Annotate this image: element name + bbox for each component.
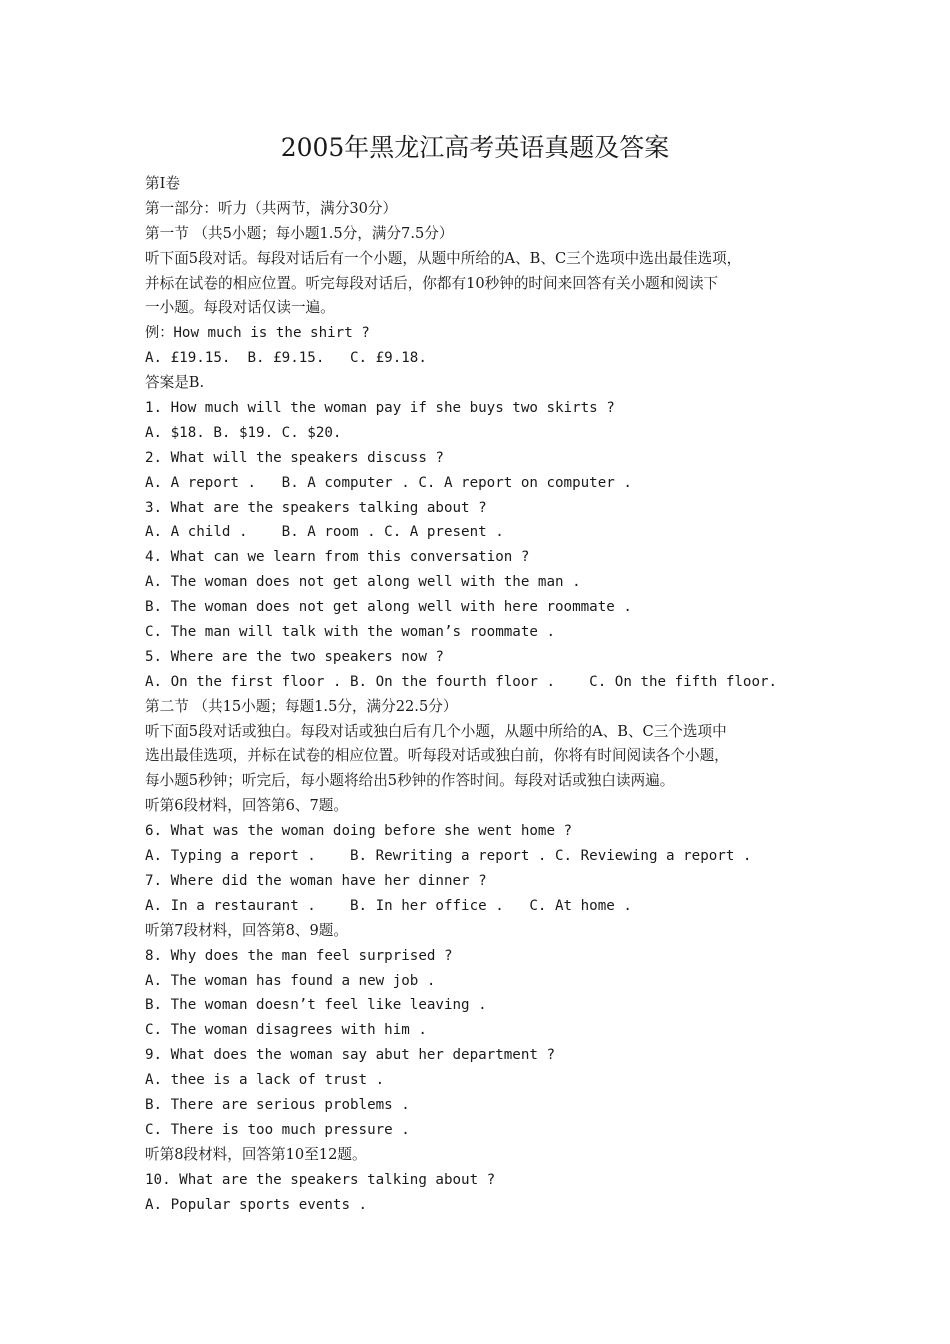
text-line: A. The woman has found a new job .: [145, 972, 436, 989]
text-line: C. There is too much pressure .: [145, 1121, 410, 1138]
text-line: 6. What was the woman doing before she went home ?: [145, 823, 573, 840]
text-line: A. A child . B. A room . C. A present .: [145, 524, 504, 541]
text-line: 第一部分：听力（共两节，满分30分）: [145, 199, 398, 217]
text-line: C. The man will talk with the woman’s roommate .: [145, 624, 555, 641]
text-line: A. £19.15. B. £9.15. C. £9.18.: [145, 350, 427, 367]
text-line: 9. What does the woman say abut her department ?: [145, 1047, 555, 1064]
text-line: B. The woman does not get along well with here roommate .: [145, 599, 632, 616]
text-line: 第一节 （共5小题；每小题1.5分，满分7.5分）: [145, 224, 454, 242]
text-line: 答案是B.: [145, 374, 205, 392]
text-line: 8. Why does the man feel surprised ?: [145, 947, 453, 964]
text-line: 3. What are the speakers talking about ?: [145, 499, 487, 516]
text-line: 每小题5秒钟；听完后，每小题将给出5秒钟的作答时间。每段对话或独白读两遍。: [145, 772, 675, 790]
text-line: A. In a restaurant . B. In her office . C. At home .: [145, 897, 632, 914]
text-line: 听下面5段对话或独白。每段对话或独白后有几个小题，从题中所给的A、B、C三个选项中: [145, 722, 727, 740]
text-line: 1. How much will the woman pay if she buys two skirts ?: [145, 400, 615, 417]
text-line: A. $18. B. $19. C. $20.: [145, 424, 342, 441]
text-line: B. The woman doesn’t feel like leaving .: [145, 997, 487, 1014]
text-line: A. thee is a lack of trust .: [145, 1072, 385, 1089]
document-body: [145, 172, 825, 1217]
text-line: 第I卷: [145, 175, 180, 192]
text-line: 选出最佳选项，并标在试卷的相应位置。听每段对话或独白前，你将有时间阅读各个小题，: [145, 747, 729, 765]
text-line: C. The woman disagrees with him .: [145, 1022, 427, 1039]
text-line: 一小题。每段对话仅读一遍。: [145, 299, 335, 317]
text-line: A. The woman does not get along well with the man .: [145, 574, 581, 591]
text-line: 听第6段材料，回答第6、7题。: [145, 797, 348, 815]
text-line: A. Popular sports events .: [145, 1196, 368, 1213]
text-line: A. On the first floor . B. On the fourth floor . C. On the fifth floor.: [145, 673, 778, 690]
text-line: 并标在试卷的相应位置。听完每段对话后，你都有10秒钟的时间来回答有关小题和阅读下: [145, 274, 719, 292]
text-line: B. There are serious problems .: [145, 1096, 410, 1113]
text-line: 7. Where did the woman have her dinner ?: [145, 872, 487, 889]
text-line: 听第8段材料，回答第10至12题。: [145, 1145, 367, 1163]
text-line: 2. What will the speakers discuss ?: [145, 449, 444, 466]
text-line: 例：How much is the shirt ?: [145, 325, 370, 342]
text-line: 听第7段材料，回答第8、9题。: [145, 921, 348, 939]
text-line: 第二节 （共15小题；每题1.5分，满分22.5分）: [145, 697, 458, 715]
text-line: 听下面5段对话。每段对话后有一个小题，从题中所给的A、B、C三个选项中选出最佳选项，: [145, 249, 742, 267]
document-title: 2005年黑龙江高考英语真题及答案: [280, 133, 670, 162]
text-line: 5. Where are the two speakers now ?: [145, 648, 444, 665]
text-line: A. A report . B. A computer . C. A report on computer .: [145, 474, 632, 491]
text-line: 10. What are the speakers talking about ?: [145, 1171, 496, 1188]
text-line: 4. What can we learn from this conversation ?: [145, 549, 530, 566]
text-line: A. Typing a report . B. Rewriting a report . C. Reviewing a report .: [145, 848, 752, 865]
